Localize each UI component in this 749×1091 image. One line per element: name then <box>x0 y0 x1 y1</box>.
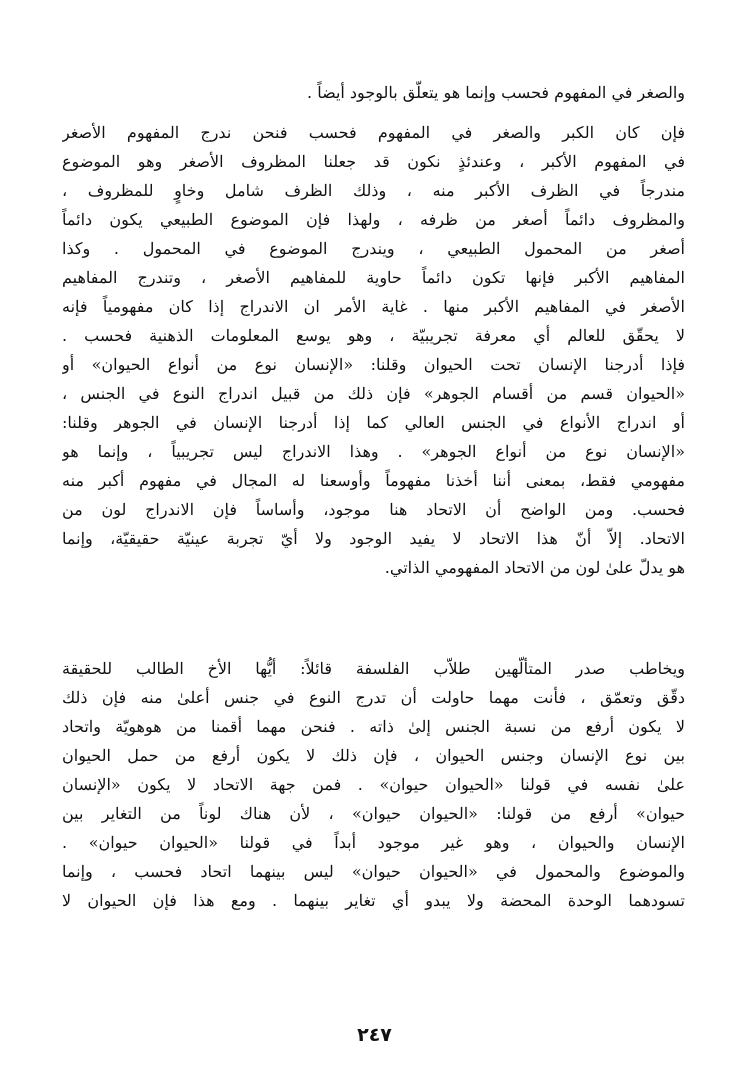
text-line: بين نوع الإنسان وجنس الحيوان ، فإن ذلك لا يكون أرفع من حمل الحيوان <box>62 746 685 765</box>
text-line: حيوان» أرفع من قولنا: «الحيوان حيوان» ، لأن هناك لوناً من التغاير بين <box>62 804 685 823</box>
text-line: «الإنسان نوع من أنواع الجوهر» . وهذا الاندراج ليس تجريبياً ، وإنما هو <box>62 442 685 461</box>
text-line: فإن كان الكبر والصغر في المفهوم فحسب فنحن ندرج المفهوم الأصغر <box>62 123 685 142</box>
text-line: أو اندراج الأنواع في الجنس العالي كما إذا أدرجنا الإنسان في الجوهر وقلنا: <box>62 413 685 432</box>
paragraph-2 <box>62 118 685 582</box>
text-line: دقّق وتعمّق ، فأنت مهما حاولت أن تدرج النوع في جنس أعلىٰ منه فإن ذلك <box>62 688 685 707</box>
text-line: مفهومي فقط، بمعنى أننا أخذنا مفهوماً وأوسعنا له المجال في مفهوم أكبر منه <box>62 471 685 490</box>
text-line: هو يدلّ علىٰ لون من الاتحاد المفهومي الذاتي. <box>384 558 685 577</box>
text-line: «الحيوان قسم من أقسام الجوهر» فإن ذلك من قبيل اندراج النوع في الجنس ، <box>62 384 685 403</box>
text-line: في المفهوم الأكبر ، وعندئذٍ نكون قد جعلنا المظروف الأصغر وهو الموضوع <box>62 152 685 171</box>
text-line: علىٰ نفسه في قولنا «الحيوان حيوان» . فمن جهة الاتحاد لا يكون «الإنسان <box>62 775 685 794</box>
text-line: الإنسان والحيوان ، وهو غير موجود أبداً في قولنا «الحيوان حيوان» . <box>62 833 685 852</box>
text-line: الأصغر في المفاهيم الأكبر منها . غاية الأمر ان الاندراج إذا كان مفهومياً فإنه <box>62 297 685 316</box>
text-line: فحسب. ومن الواضح أن الاتحاد هنا موجود، وأساساً فإن الاندراج لون من <box>62 500 685 519</box>
text-line: والموضوع والمحمول في «الحيوان حيوان» ليس بينهما اتحاد فحسب ، وإنما <box>62 862 685 881</box>
paragraph-3 <box>62 654 685 915</box>
page-number: ٢٤٧ <box>357 1024 392 1046</box>
text-line: والصغر في المفهوم فحسب وإنما هو يتعلّق بالوجود أيضاً . <box>307 83 685 102</box>
text-line: لا يكون أرفع من نسبة الجنس إلىٰ ذاته . فنحن مهما أقمنا من هوهويّة واتحاد <box>62 717 685 736</box>
text-line: مندرجاً في الظرف الأكبر منه ، وذلك الظرف شامل وخاوٍ للمظروف ، <box>62 181 685 200</box>
text-line: الاتحاد. إلاّ أنّ هذا الاتحاد لا يفيد الوجود ولا أيّ تجربة عينيّة حقيقيّة، وإنما <box>62 529 685 548</box>
text-line: لا يحقّق للعالم أي معرفة تجريبيّة ، وهو يوسع المعلومات الذهنية فحسب . <box>62 326 685 345</box>
text-line: والمظروف دائماً أصغر من ظرفه ، ولهذا فإن الموضوع الطبيعي يكون دائماً <box>62 210 685 229</box>
text-line: فإذا أدرجنا الإنسان تحت الحيوان وقلنا: «الإنسان نوع من أنواع الحيوان» أو <box>62 355 685 374</box>
text-line: ويخاطب صدر المتألّهين طلاّب الفلسفة قائلاً: أيُّها الأخ الطالب للحقيقة <box>62 659 685 678</box>
text-line: المفاهيم الأكبر فإنها تكون دائماً حاوية للمفاهيم الأصغر ، وتندرج المفاهيم <box>62 268 685 287</box>
paragraph-1 <box>62 78 685 107</box>
text-line: أصغر من المحمول الطبيعي ، ويندرج الموضوع في المحمول . وكذا <box>62 239 685 258</box>
text-line: تسودهما الوحدة المحضة ولا يبدو أي تغاير بينهما . ومع هذا فإن الحيوان لا <box>62 891 685 910</box>
